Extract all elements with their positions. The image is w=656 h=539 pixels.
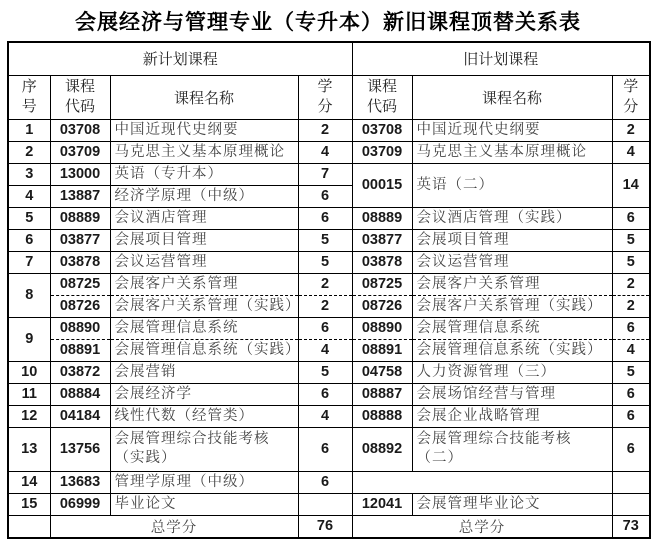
- new-name-cell: 毕业论文: [110, 493, 298, 515]
- index-cell: 4: [8, 185, 50, 207]
- old-code-cell: 03708: [352, 119, 412, 141]
- old-code-cell: 03877: [352, 229, 412, 251]
- new-name-cell: 会展项目管理: [110, 229, 298, 251]
- table-row: [8, 471, 650, 493]
- new-credit-cell: 2: [298, 119, 352, 141]
- new-code-cell: 03709: [50, 141, 110, 163]
- new-credit-cell: 2: [298, 295, 352, 317]
- new-credit-cell: 6: [298, 185, 352, 207]
- table-row: [8, 163, 650, 185]
- old-name-cell: 会议酒店管理（实践）: [412, 207, 612, 229]
- column-header-row: [8, 75, 650, 119]
- new-credit-cell: 5: [298, 229, 352, 251]
- index-cell: 13: [8, 427, 50, 471]
- new-name-cell: 会展管理信息系统（实践）: [110, 339, 298, 361]
- new-code-cell: 08891: [50, 339, 110, 361]
- new-credit-col-header: 学分: [298, 75, 352, 119]
- new-credit-cell: 6: [298, 317, 352, 339]
- new-name-cell: 线性代数（经管类）: [110, 405, 298, 427]
- old-credit-cell: 6: [612, 207, 650, 229]
- old-name-cell: 会展客户关系管理（实践）: [412, 295, 612, 317]
- old-credit-cell: 2: [612, 273, 650, 295]
- old-empty-cell: [352, 471, 612, 493]
- index-cell: 2: [8, 141, 50, 163]
- new-name-cell: 会展管理综合技能考核（实践）: [110, 427, 298, 471]
- new-code-cell: 08890: [50, 317, 110, 339]
- index-cell: 9: [8, 317, 50, 361]
- index-cell: 10: [8, 361, 50, 383]
- old-name-cell: 会展管理信息系统: [412, 317, 612, 339]
- old-name-cell: 会展管理毕业论文: [412, 493, 612, 515]
- old-code-cell: 03709: [352, 141, 412, 163]
- new-code-cell: 06999: [50, 493, 110, 515]
- old-credit-cell: 2: [612, 119, 650, 141]
- old-name-cell: 马克思主义基本原理概论: [412, 141, 612, 163]
- new-name-cell: 会展经济学: [110, 383, 298, 405]
- new-name-cell: 会议运营管理: [110, 251, 298, 273]
- index-col-header: 序号: [8, 75, 50, 119]
- old-code-col-header: 课程代码: [352, 75, 412, 119]
- new-code-cell: 13756: [50, 427, 110, 471]
- table-row: [8, 141, 650, 163]
- old-credit-cell: 6: [612, 405, 650, 427]
- total-credits-new: 76: [298, 515, 352, 538]
- new-credit-cell: 6: [298, 427, 352, 471]
- new-credit-cell: 5: [298, 251, 352, 273]
- index-cell: 6: [8, 229, 50, 251]
- new-name-cell: 会展营销: [110, 361, 298, 383]
- old-code-cell: 08726: [352, 295, 412, 317]
- old-name-cell: 人力资源管理（三）: [412, 361, 612, 383]
- old-plan-section-header: 旧计划课程: [352, 42, 650, 75]
- old-name-cell: 会展场馆经营与管理: [412, 383, 612, 405]
- old-credit-cell: 5: [612, 361, 650, 383]
- new-code-cell: 08726: [50, 295, 110, 317]
- old-name-cell: 会展企业战略管理: [412, 405, 612, 427]
- new-code-col-header: 课程代码: [50, 75, 110, 119]
- old-credit-col-header: 学分: [612, 75, 650, 119]
- new-plan-section-header: 新计划课程: [8, 42, 352, 75]
- old-credit-cell: 5: [612, 229, 650, 251]
- new-code-cell: 03877: [50, 229, 110, 251]
- old-credit-cell: 4: [612, 339, 650, 361]
- new-name-cell: 马克思主义基本原理概论: [110, 141, 298, 163]
- new-code-cell: 08889: [50, 207, 110, 229]
- old-name-cell: 英语（二）: [412, 163, 612, 207]
- index-cell: 1: [8, 119, 50, 141]
- new-credit-cell: 4: [298, 339, 352, 361]
- new-name-cell: 会展管理信息系统: [110, 317, 298, 339]
- index-cell: 5: [8, 207, 50, 229]
- new-name-cell: 经济学原理（中级）: [110, 185, 298, 207]
- new-name-cell: 管理学原理（中级）: [110, 471, 298, 493]
- index-cell: 12: [8, 405, 50, 427]
- table-row: [8, 361, 650, 383]
- new-credit-cell: 5: [298, 361, 352, 383]
- index-cell: 8: [8, 273, 50, 317]
- new-name-col-header: 课程名称: [110, 75, 298, 119]
- new-code-cell: 13683: [50, 471, 110, 493]
- table-row: [8, 273, 650, 295]
- table-row: [8, 295, 650, 317]
- new-code-cell: 13887: [50, 185, 110, 207]
- old-code-cell: 08887: [352, 383, 412, 405]
- old-credit-cell: [612, 471, 650, 493]
- total-label-new: 总学分: [50, 515, 298, 538]
- old-credit-cell: 14: [612, 163, 650, 207]
- new-credit-cell: 6: [298, 471, 352, 493]
- new-name-cell: 会议酒店管理: [110, 207, 298, 229]
- old-code-cell: 08892: [352, 427, 412, 471]
- total-index-empty-cell: [8, 515, 50, 538]
- old-code-cell: 04758: [352, 361, 412, 383]
- table-row: [8, 383, 650, 405]
- table-row: [8, 493, 650, 515]
- new-credit-cell: 4: [298, 405, 352, 427]
- new-name-cell: 英语（专升本）: [110, 163, 298, 185]
- new-code-cell: 13000: [50, 163, 110, 185]
- old-credit-cell: 4: [612, 141, 650, 163]
- table-row: [8, 339, 650, 361]
- old-name-cell: 会展客户关系管理: [412, 273, 612, 295]
- old-code-cell: 08888: [352, 405, 412, 427]
- old-code-cell: 12041: [352, 493, 412, 515]
- old-credit-cell: [612, 493, 650, 515]
- new-code-cell: 03872: [50, 361, 110, 383]
- old-code-cell: 08891: [352, 339, 412, 361]
- page-title: 会展经济与管理专业（专升本）新旧课程顶替关系表: [75, 11, 581, 34]
- new-code-cell: 04184: [50, 405, 110, 427]
- index-cell: 14: [8, 471, 50, 493]
- table-row: [8, 427, 650, 471]
- new-credit-cell: 2: [298, 273, 352, 295]
- new-name-cell: 中国近现代史纲要: [110, 119, 298, 141]
- old-credit-cell: 6: [612, 317, 650, 339]
- old-code-cell: 08890: [352, 317, 412, 339]
- table-row: [8, 229, 650, 251]
- new-name-cell: 会展客户关系管理（实践）: [110, 295, 298, 317]
- index-cell: 15: [8, 493, 50, 515]
- section-header-row: [8, 42, 650, 75]
- new-code-cell: 03708: [50, 119, 110, 141]
- table-row: [8, 207, 650, 229]
- new-credit-cell: 7: [298, 163, 352, 185]
- old-credit-cell: 6: [612, 427, 650, 471]
- total-row: [8, 515, 650, 538]
- old-code-cell: 08725: [352, 273, 412, 295]
- new-code-cell: 08884: [50, 383, 110, 405]
- index-cell: 3: [8, 163, 50, 185]
- new-credit-cell: 4: [298, 141, 352, 163]
- old-credit-cell: 6: [612, 383, 650, 405]
- old-credit-cell: 5: [612, 251, 650, 273]
- table-row: [8, 119, 650, 141]
- old-code-cell: 03878: [352, 251, 412, 273]
- new-credit-cell: 6: [298, 207, 352, 229]
- old-code-cell: 08889: [352, 207, 412, 229]
- table-row: [8, 317, 650, 339]
- old-code-cell: 00015: [352, 163, 412, 207]
- old-name-col-header: 课程名称: [412, 75, 612, 119]
- new-code-cell: 03878: [50, 251, 110, 273]
- total-label-old: 总学分: [352, 515, 612, 538]
- course-replacement-table: [7, 41, 651, 539]
- new-credit-cell: [298, 493, 352, 515]
- old-name-cell: 会议运营管理: [412, 251, 612, 273]
- table-row: [8, 251, 650, 273]
- new-name-cell: 会展客户关系管理: [110, 273, 298, 295]
- new-code-cell: 08725: [50, 273, 110, 295]
- old-credit-cell: 2: [612, 295, 650, 317]
- total-credits-old: 73: [612, 515, 650, 538]
- new-credit-cell: 6: [298, 383, 352, 405]
- old-name-cell: 中国近现代史纲要: [412, 119, 612, 141]
- index-cell: 7: [8, 251, 50, 273]
- old-name-cell: 会展管理信息系统（实践）: [412, 339, 612, 361]
- old-name-cell: 会展管理综合技能考核（二）: [412, 427, 612, 471]
- index-cell: 11: [8, 383, 50, 405]
- old-name-cell: 会展项目管理: [412, 229, 612, 251]
- table-row: [8, 405, 650, 427]
